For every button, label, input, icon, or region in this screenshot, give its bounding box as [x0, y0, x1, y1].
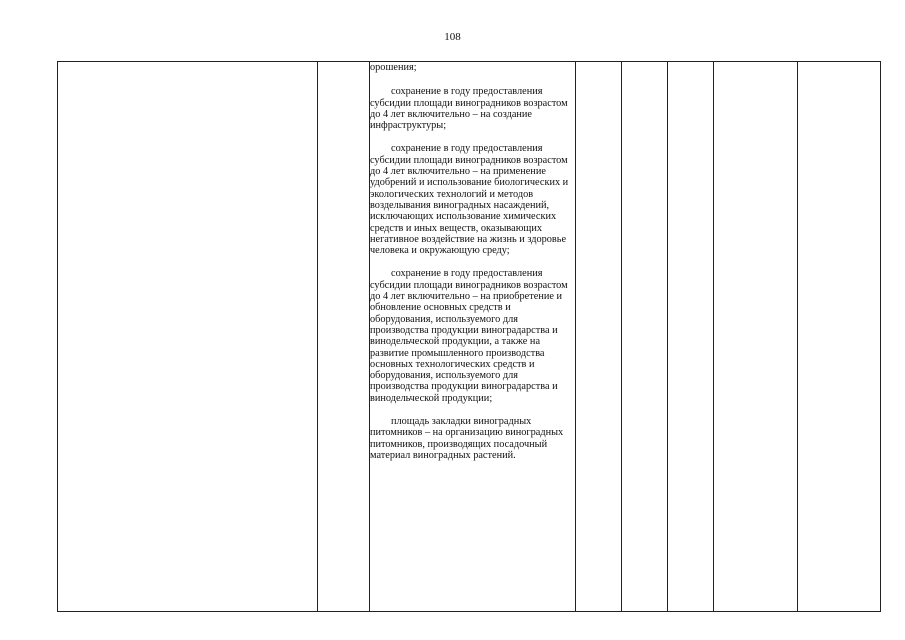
data-table [57, 61, 881, 612]
paragraph-4: сохранение в году предоставления субсидии площади виноградников возрастом до 4 лет включительно – на приобретение и обновление основных средств и оборудования, используемого для производства продукции виноградарства и винодельческой продукции, а также на развитие промышленного производства основных технологических средств и оборудования, используемого для производства продукции виноградарства и винодельческой продукции; [370, 268, 568, 404]
page-number: 108 [444, 31, 461, 43]
table-cell-col-1 [58, 62, 318, 612]
paragraph-1: орошения; [370, 62, 417, 73]
table-cell-col-4 [576, 62, 622, 612]
table-cell-col-6 [668, 62, 714, 612]
table-row [58, 62, 881, 612]
paragraph-2: сохранение в году предоставления субсидии площади виноградников возрастом до 4 лет включительно – на создание инфраструктуры; [370, 86, 568, 132]
table-cell-col-5 [622, 62, 668, 612]
table-cell-col-7 [714, 62, 798, 612]
table-cell-col-8 [798, 62, 881, 612]
table-cell-col-2 [318, 62, 370, 612]
paragraph-5: площадь закладки виноградных питомников – на организацию виноградных питомников, производящих посадочный материал виноградных растений. [370, 416, 564, 461]
table-cell-indicators [370, 62, 576, 612]
paragraph-3: сохранение в году предоставления субсидии площади виноградников возрастом до 4 лет включительно – на применение удобрений и использование биологических и экологических технологий и методов возделывания виноградных насаждений, исключающих использование химических средств и иных веществ, оказывающих негативное воздействие на жизнь и здоровье человека и окружающую среду; [370, 143, 569, 257]
